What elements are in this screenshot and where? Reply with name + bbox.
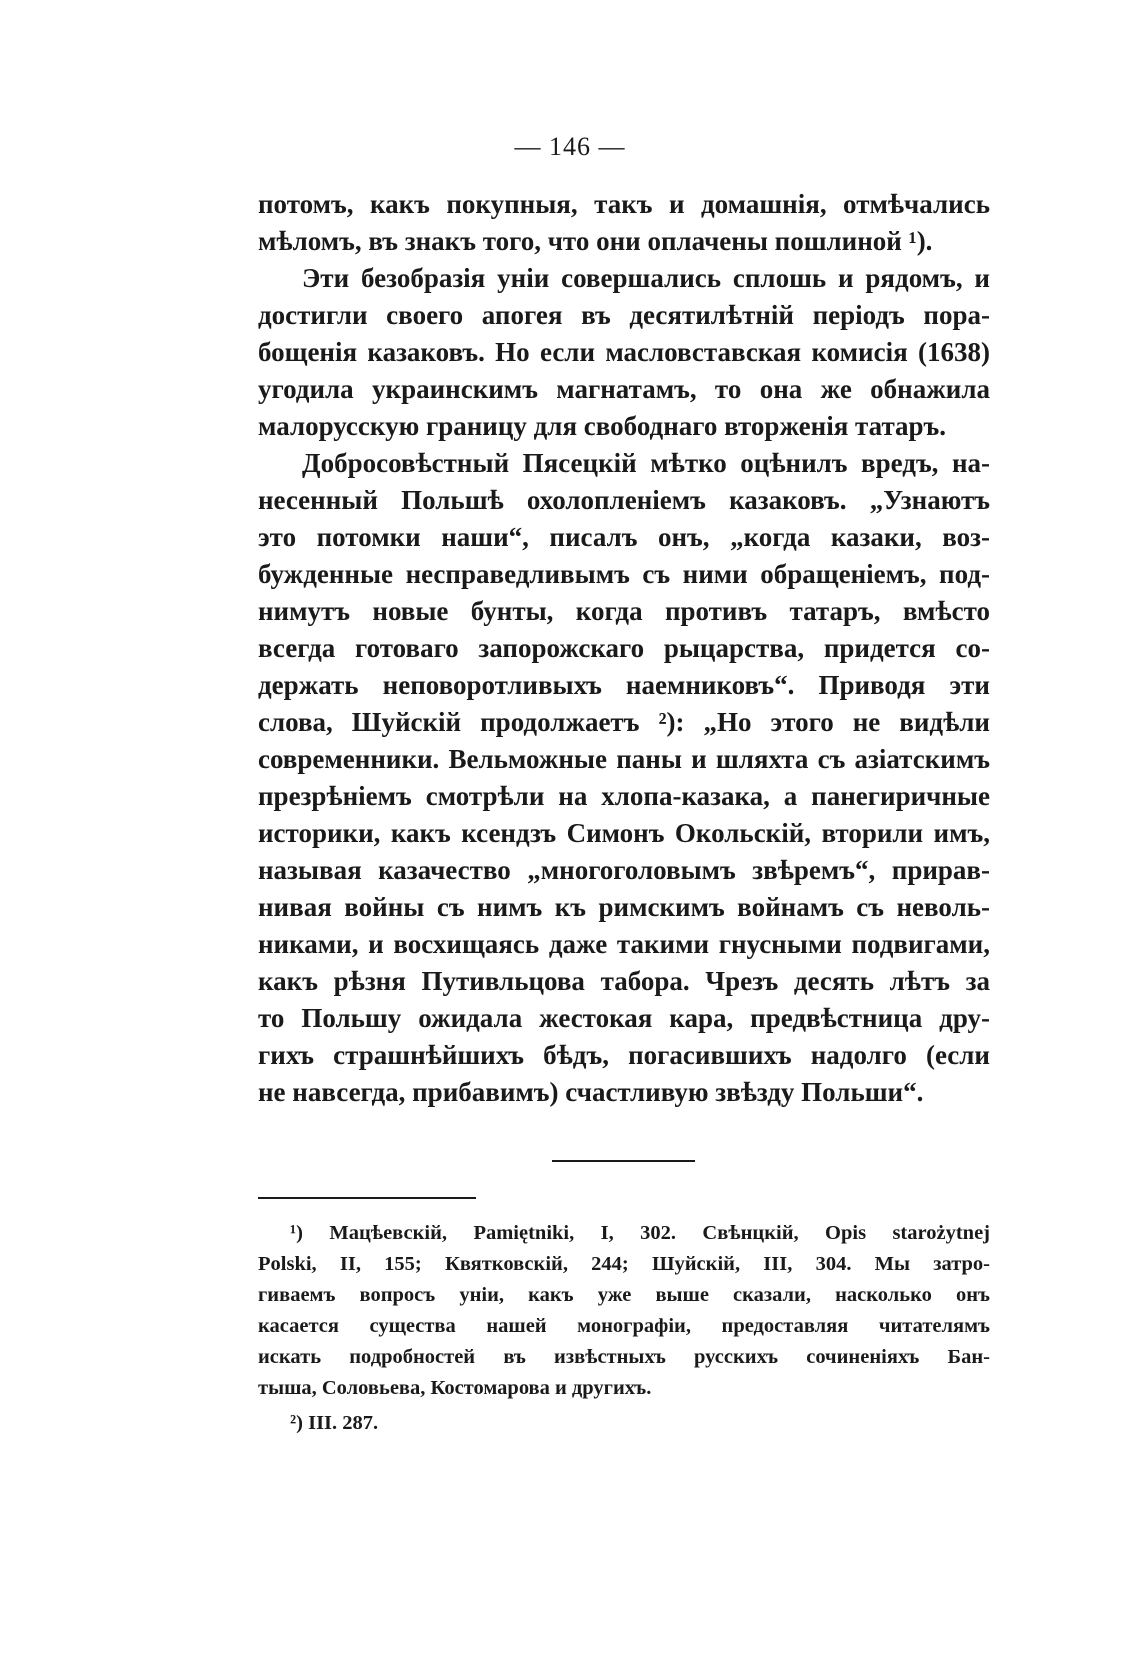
body-line: Добросовѣстный Пясецкій мѣтко оцѣнилъ вредъ, на-	[302, 448, 990, 478]
body-line: слова, Шуйскій продолжаетъ ²): „Но этого не видѣли	[258, 707, 990, 737]
body-line: мѣломъ, въ знакъ того, что они оплачены пошлиной ¹).	[258, 226, 933, 256]
body-line: не навсегда, прибавимъ) счастливую звѣзду Польши“.	[258, 1077, 924, 1107]
body-line: это потомки наши“, писалъ онъ, „когда казаки, воз-	[258, 522, 990, 552]
body-line: называя казачество „многоголовымъ звѣремъ“, прирав-	[258, 855, 990, 885]
body-line: достигли своего апогея въ десятилѣтній періодъ пора-	[258, 300, 990, 330]
body-line: историки, какъ ксендзъ Симонъ Окольскій, вторили имъ,	[258, 818, 990, 848]
footnote-rule	[258, 1197, 476, 1199]
body-line: всегда готоваго запорожскаго рыцарства, придется со-	[258, 633, 990, 663]
body-line: Эти безобразія уніи совершались сплошь и рядомъ, и	[302, 263, 990, 293]
body-line: потомъ, какъ покупныя, такъ и домашнія, отмѣчались	[258, 189, 990, 219]
footnote-line: касается существа нашей монографіи, предоставляя читателямъ	[258, 1315, 990, 1337]
footnote-line: ¹) Мацѣевскій, Pamiętniki, I, 302. Свѣнцкій, Opis starożytnej	[290, 1222, 990, 1244]
body-line: бужденные несправедливымъ съ ними обращеніемъ, под-	[258, 559, 990, 589]
body-line: нимутъ новые бунты, когда противъ татаръ, вмѣсто	[258, 596, 990, 626]
page-number: — 146 —	[514, 132, 626, 161]
footnote-line: ²) III. 287.	[290, 1412, 379, 1434]
body-line: презрѣніемъ смотрѣли на хлопа-казака, а панегиричные	[258, 781, 990, 811]
body-line: угодила украинскимъ магнатамъ, то она же обнажила	[258, 374, 990, 404]
body-line: никами, и восхищаясь даже такими гнусными подвигами,	[258, 929, 990, 959]
body-line: то Польшу ожидала жестокая кара, предвѣстница дру-	[258, 1003, 990, 1033]
body-line: несенный Польшѣ охолопленіемъ казаковъ. „Узнаютъ	[258, 485, 990, 515]
footnote-line: гиваемъ вопросъ уніи, какъ уже выше сказали, насколько онъ	[258, 1284, 990, 1306]
body-line: бощенія казаковъ. Но если масловставская комисія (1638)	[258, 337, 990, 367]
body-line: современники. Вельможные паны и шляхта съ азіатскимъ	[258, 744, 990, 774]
body-line: держать неповоротливыхъ наемниковъ“. Приводя эти	[258, 670, 990, 700]
section-divider	[552, 1160, 695, 1162]
body-line: малорусскую границу для свободнаго вторженія татаръ.	[258, 411, 947, 441]
footnote-line: Polski, II, 155; Квятковскій, 244; Шуйскій, III, 304. Мы затро-	[258, 1253, 990, 1275]
footnote-line: искать подробностей въ извѣстныхъ русскихъ сочиненіяхъ Бан-	[258, 1346, 990, 1368]
body-line: какъ рѣзня Путивльцова табора. Чрезъ десять лѣтъ за	[258, 966, 990, 996]
footnote-line: тыша, Соловьева, Костомарова и другихъ.	[258, 1377, 652, 1399]
body-line: гихъ страшнѣйшихъ бѣдъ, погасившихъ надолго (если	[258, 1040, 990, 1070]
body-line: нивая войны съ нимъ къ римскимъ войнамъ съ неволь-	[258, 892, 990, 922]
